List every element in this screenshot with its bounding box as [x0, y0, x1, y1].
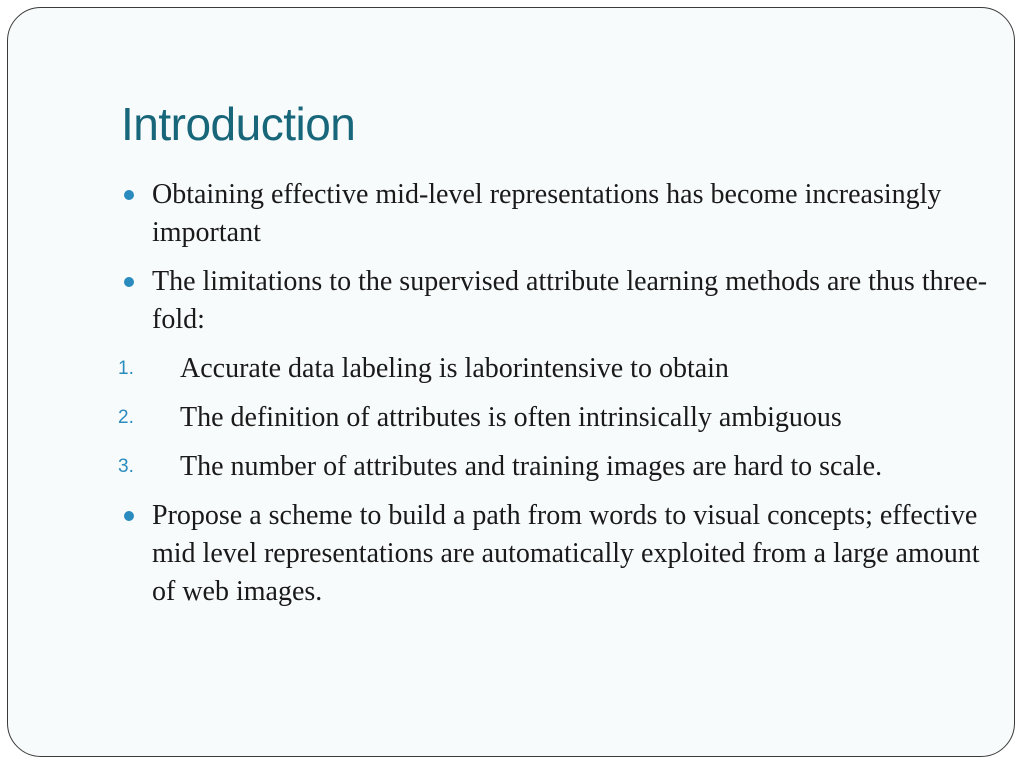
list-number: 2.: [118, 407, 134, 428]
bullet-text: The limitations to the supervised attribute learning methods are thus three-fold:: [152, 266, 988, 335]
numbered-text: The number of attributes and training images are hard to scale.: [180, 451, 883, 482]
numbered-text: Accurate data labeling is laborintensive to obtain: [180, 353, 729, 384]
slide-title: Introduction: [121, 98, 356, 150]
bullet-dot-icon: [124, 511, 134, 521]
bullet-dot-icon: [124, 190, 134, 200]
numbered-item: [118, 448, 998, 486]
slide-content: [118, 176, 998, 611]
bullet-item: [118, 176, 998, 252]
slide: [7, 7, 1015, 757]
bullet-item: [118, 497, 998, 611]
numbered-item: [118, 399, 998, 437]
bullet-text: Obtaining effective mid-level representations has become increasingly important: [152, 179, 942, 248]
numbered-item: [118, 350, 998, 388]
bullet-text: Propose a scheme to build a path from words to visual concepts; effective mid level representations are automatically exploited from a large amount of web images.: [152, 500, 980, 607]
numbered-text: The definition of attributes is often intrinsically ambiguous: [180, 402, 842, 433]
bullet-dot-icon: [124, 277, 134, 287]
list-number: 3.: [118, 456, 134, 477]
list-number: 1.: [118, 358, 134, 379]
bullet-item: [118, 263, 998, 339]
